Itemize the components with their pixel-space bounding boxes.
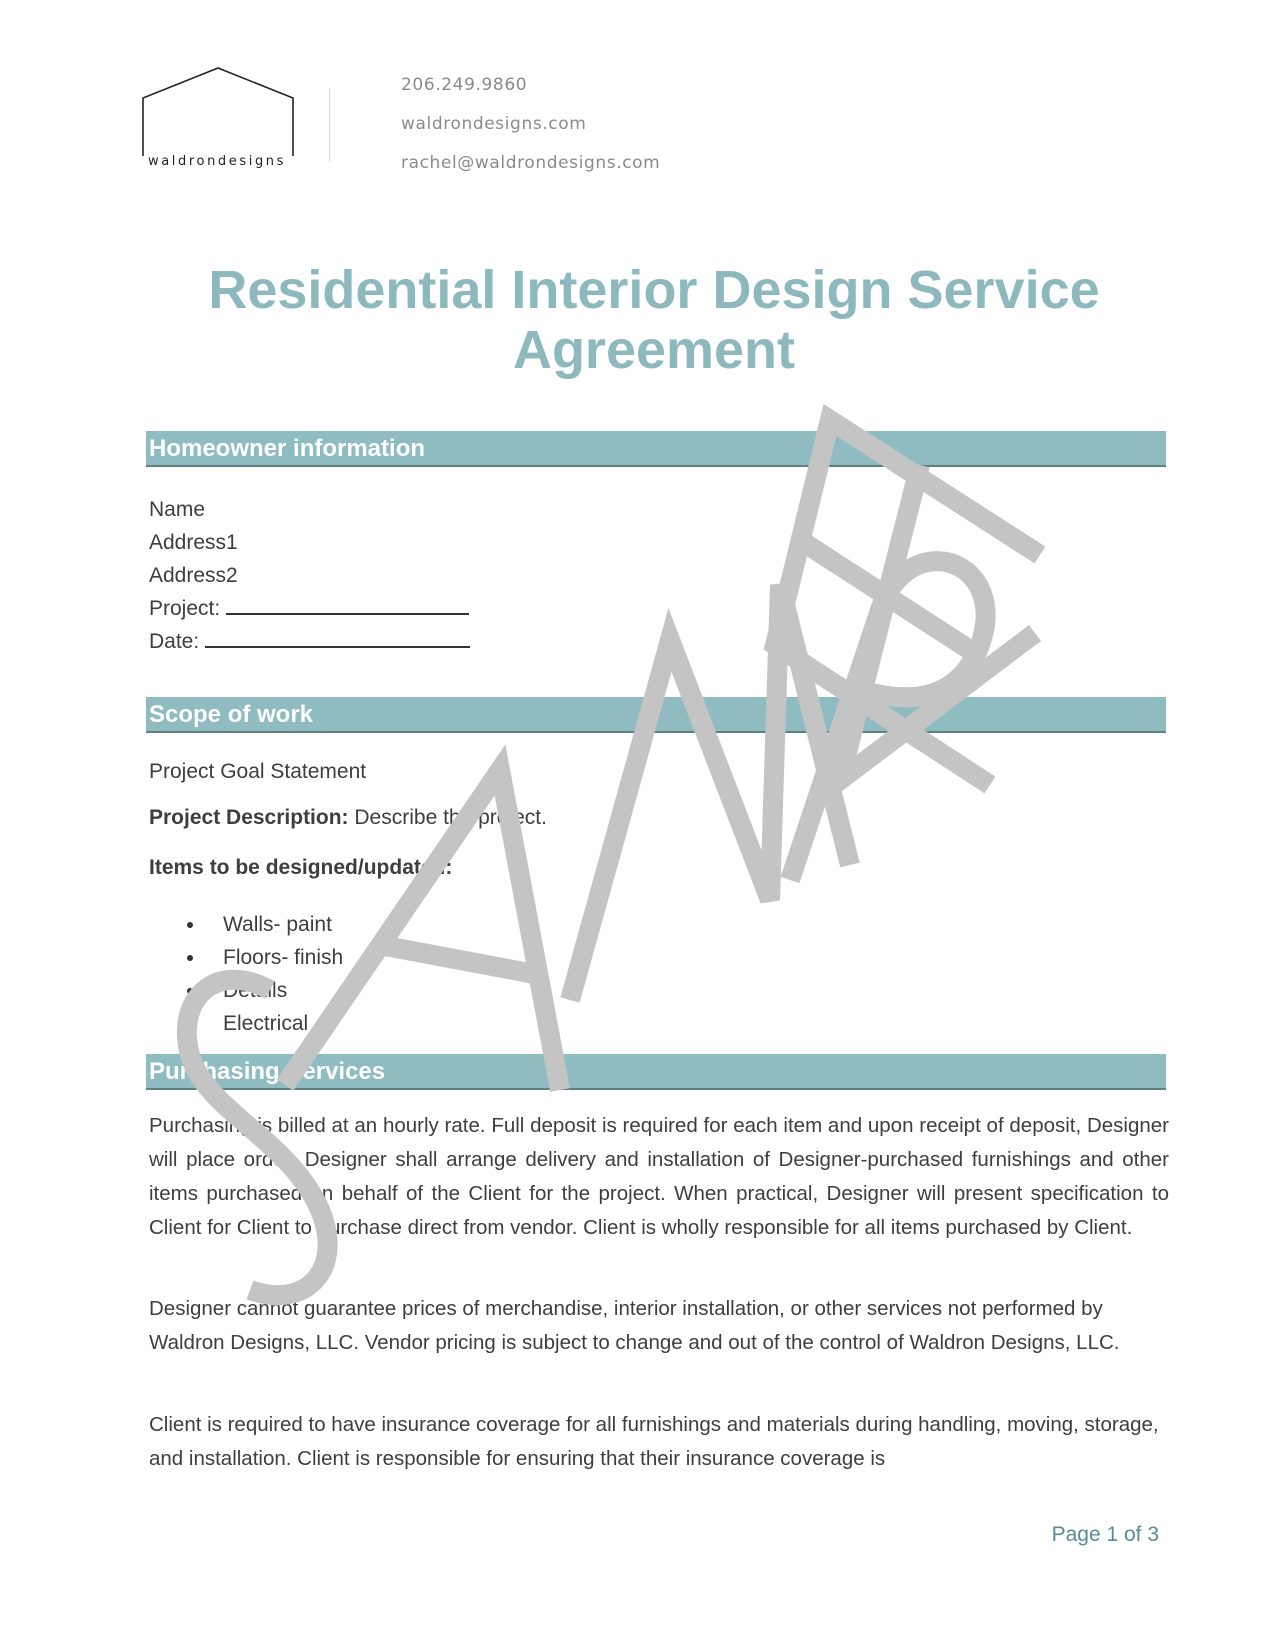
section-purchasing-services: [146, 1054, 1166, 1090]
date-input-line[interactable]: [205, 632, 470, 648]
name-label: Name: [149, 498, 206, 521]
section-heading: Homeowner information: [149, 435, 426, 462]
items-label: Items to be designed/updated:: [149, 856, 453, 879]
list-item: Floors- finish: [185, 941, 343, 974]
list-item: Walls- paint: [185, 908, 343, 941]
purchasing-paragraph-1: Purchasing is billed at an hourly rate. Full deposit is required for each item and upon receipt of deposit, Designer will place order. Designer shall arrange delivery and installation of Designer-purchased furnishings and other items purchased on behalf of the Client for the project. When practical, Designer will present specification to Client for Client to purchase direct from vendor. Client is wholly responsible for all items purchased by Client.: [149, 1114, 1169, 1239]
website-link[interactable]: waldrondesigns.com: [401, 114, 587, 134]
company-logo: [142, 66, 294, 176]
header-divider: [329, 88, 330, 162]
bullet-icon: [187, 922, 193, 928]
date-label: Date:: [149, 630, 200, 653]
section-heading: Scope of work: [149, 701, 314, 728]
date-field: [149, 625, 470, 658]
bullet-icon: [187, 988, 193, 994]
phone-number: 206.249.9860: [401, 75, 528, 95]
project-field: [149, 592, 469, 625]
email-link[interactable]: rachel@waldrondesigns.com: [401, 153, 661, 173]
purchasing-paragraph-2: Designer cannot guarantee prices of merchandise, interior installation, or other services not performed by Waldron Designs, LLC. Vendor pricing is subject to change and out of the control of Waldron Designs, LLC.: [149, 1297, 1120, 1354]
project-goal-statement: Project Goal Statement: [149, 760, 367, 783]
project-label: Project:: [149, 597, 221, 620]
contact-info: [401, 74, 660, 191]
title-line-1: Residential Interior Design Service: [208, 260, 1100, 320]
project-input-line[interactable]: [226, 599, 469, 615]
title-line-2: Agreement: [512, 320, 796, 380]
project-description-value: Describe the project.: [354, 806, 547, 829]
project-description: [149, 801, 547, 834]
section-scope-of-work: [146, 697, 1166, 733]
section-heading: Purchasing Services: [149, 1058, 386, 1085]
bullet-icon: [187, 1021, 193, 1027]
bullet-icon: [187, 955, 193, 961]
address2-label: Address2: [149, 564, 238, 587]
purchasing-paragraph-3: Client is required to have insurance coverage for all furnishings and materials during handling, moving, storage, and installation. Client is responsible for ensuring that their insurance coverage is: [149, 1413, 1159, 1470]
list-item: Electrical: [185, 1007, 343, 1040]
page-number: Page 1 of 3: [1051, 1523, 1159, 1546]
logo-wordmark: waldrondesigns: [148, 154, 287, 169]
document-title: [140, 260, 1168, 380]
items-list: [185, 908, 343, 1040]
section-homeowner-information: [146, 431, 1166, 467]
house-outline-icon: [142, 66, 294, 158]
address1-label: Address1: [149, 531, 238, 554]
list-item: Details: [185, 974, 343, 1007]
project-description-label: Project Description:: [149, 806, 349, 829]
